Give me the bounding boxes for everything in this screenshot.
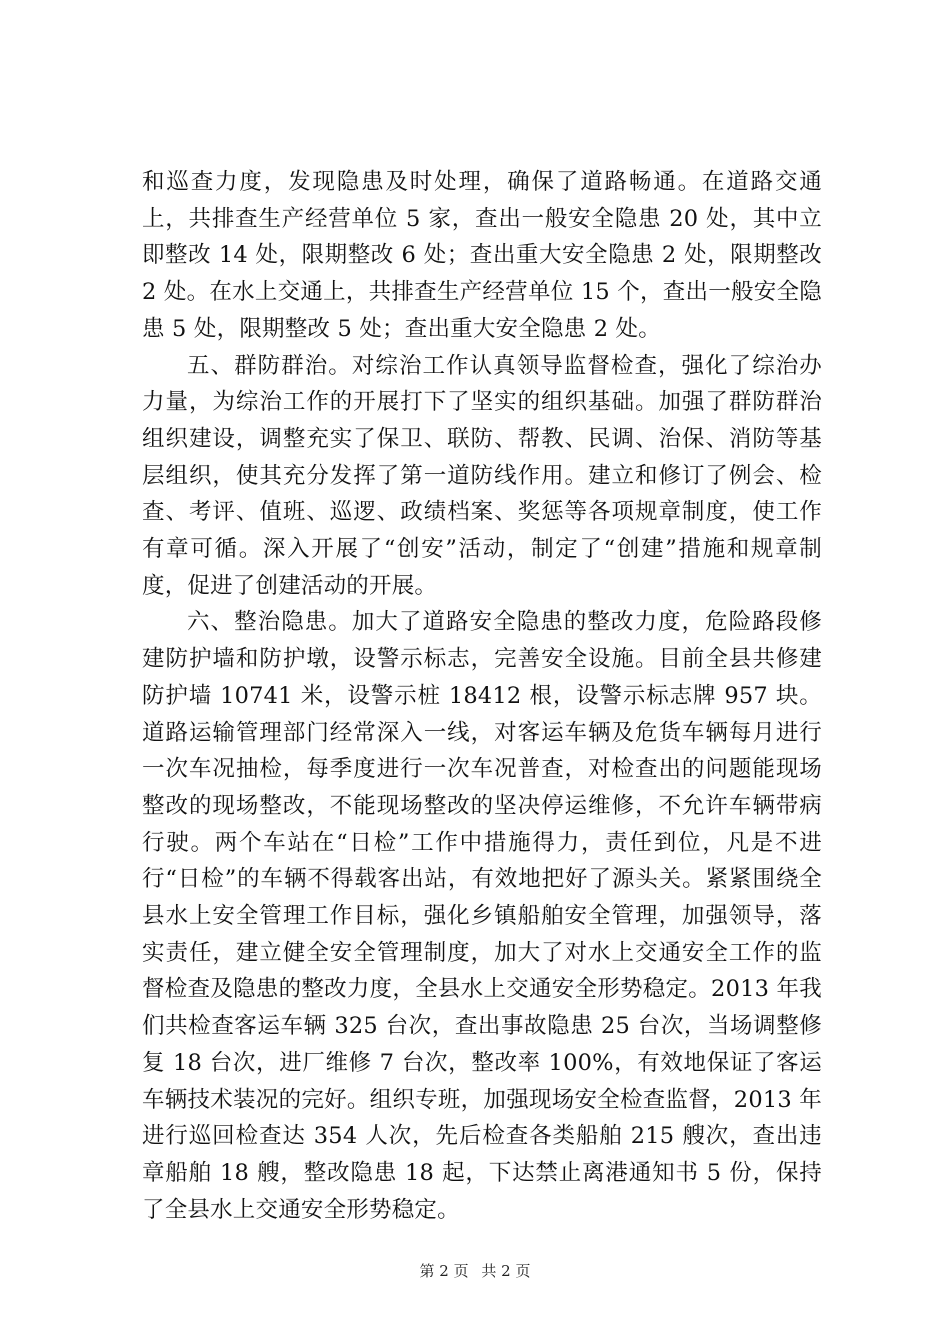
paragraph-section-six: 六、整治隐患。加大了道路安全隐患的整改力度，危险路段修建防护墙和防护墩，设警示标志，完善安全设施。目前全县共修建防护墙 10741 米，设警示桩 18412 根，设警示标志牌 957 块。道路运输管理部门经常深入一线，对客运车辆及危货车辆每月进行一次车况抽检，每季度进行一次车况普查，对检查出的问题能现场整改的现场整改，不能现场整改的坚决停运维修，不允许车辆带病行驶。两个车站在“日检”工作中措施得力，责任到位，凡是不进行“日检”的车辆不得载客出站，有效地把好了源头关。紧紧围绕全县水上安全管理工作目标，强化乡镇船舶安全管理，加强领导，落实责任，建立健全安全管理制度，加大了对水上交通安全工作的监督检查及隐患的整改力度，全县水上交通安全形势稳定。2013 年我们共检查客运车辆 325 台次，查出事故隐患 25 台次，当场调整修复 18 台次，进厂维修 7 台次，整改率 100%，有效地保证了客运车辆技术装况的完好。组织专班，加强现场安全检查监督，2013 年进行巡回检查达 354 人次，先后检查各类船舶 215 艘次，查出违章船舶 18 艘，整改隐患 18 起，下达禁止离港通知书 5 份，保持了全县水上交通安全形势稳定。 [142,609,822,1223]
page-total: 共 2 页 [481,1262,531,1280]
page-number: 第 2 页 [419,1262,469,1280]
page-footer [0,1261,950,1281]
paragraph-section-five: 五、群防群治。对综治工作认真领导监督检查，强化了综治办力量，为综治工作的开展打下了坚实的组织基础。加强了群防群治组织建设，调整充实了保卫、联防、帮教、民调、治保、消防等基层组织，使其充分发挥了第一道防线作用。建立和修订了例会、检查、考评、值班、巡逻、政绩档案、奖惩等各项规章制度，使工作有章可循。深入开展了“创安”活动，制定了“创建”措施和规章制度，促进了创建活动的开展。 [142,352,822,599]
paragraph-continuation: 和巡查力度，发现隐患及时处理，确保了道路畅通。在道路交通上，共排查生产经营单位 5 家，查出一般安全隐患 20 处，其中立即整改 14 处，限期整改 6 处；查出重大安全隐患 2 处，限期整改 2 处。在水上交通上，共排查生产经营单位 15 个，查出一般安全隐患 5 处，限期整改 5 处；查出重大安全隐患 2 处。 [142,169,822,342]
document-body [142,164,822,1228]
